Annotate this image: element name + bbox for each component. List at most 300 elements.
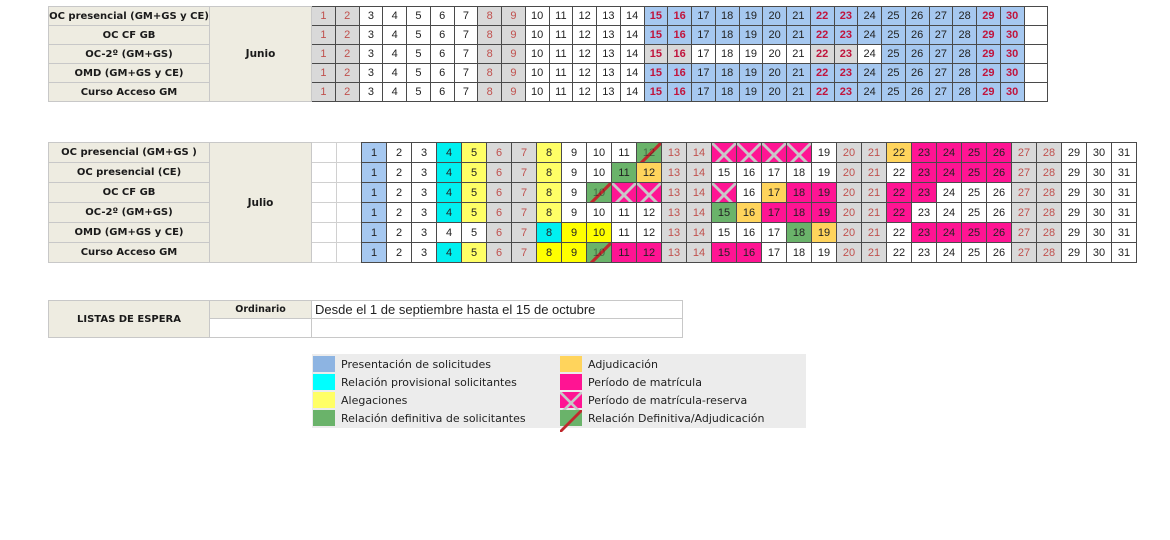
day-number: 3 xyxy=(420,146,428,159)
day-cell xyxy=(861,202,887,223)
day-cell xyxy=(461,202,487,223)
day-number: 28 xyxy=(1042,246,1056,259)
day-number: 23 xyxy=(917,186,931,199)
day-cell xyxy=(762,63,787,83)
day-number: 24 xyxy=(942,146,956,159)
day-cell xyxy=(572,82,597,102)
day-number: 23 xyxy=(839,86,852,98)
legend-label: Período de matrícula-reserva xyxy=(588,393,748,407)
day-cell xyxy=(711,202,737,223)
day-number: 4 xyxy=(391,10,398,22)
day-number: 2 xyxy=(395,226,403,239)
day-cell xyxy=(811,222,837,243)
day-cell xyxy=(761,182,787,203)
day-number: 1 xyxy=(370,166,378,179)
day-cell xyxy=(406,44,431,64)
day-cell xyxy=(911,202,937,223)
day-cell xyxy=(386,222,412,243)
day-cell xyxy=(386,242,412,263)
day-number: 18 xyxy=(792,206,806,219)
day-number: 28 xyxy=(958,67,971,79)
day-number: 6 xyxy=(495,226,503,239)
day-cell xyxy=(834,63,859,83)
day-number: 4 xyxy=(445,186,453,199)
day-cell xyxy=(311,44,336,64)
day-number: 11 xyxy=(618,246,630,259)
day-number: 1 xyxy=(320,86,327,98)
day-cell xyxy=(911,182,937,203)
day-cell xyxy=(929,25,954,45)
day-cell xyxy=(686,182,712,203)
day-cell xyxy=(961,242,987,263)
day-cell xyxy=(667,44,692,64)
day-number: 6 xyxy=(495,206,503,219)
day-number: 4 xyxy=(445,206,453,219)
day-number: 5 xyxy=(415,86,422,98)
day-number: 23 xyxy=(917,146,931,159)
day-cell xyxy=(905,44,930,64)
day-cell xyxy=(644,63,669,83)
day-cell xyxy=(436,182,462,203)
day-number: 5 xyxy=(415,48,422,60)
day-cell xyxy=(786,63,811,83)
day-number: 9 xyxy=(570,186,578,199)
empty-cell xyxy=(336,222,362,243)
day-cell xyxy=(976,6,1001,26)
day-cell xyxy=(1024,63,1049,83)
day-number: 7 xyxy=(520,146,528,159)
day-cell xyxy=(961,202,987,223)
day-number: 30 xyxy=(1006,86,1019,98)
day-number: 17 xyxy=(697,67,710,79)
day-number: 27 xyxy=(1017,186,1031,199)
day-number: 12 xyxy=(642,206,656,219)
day-cell xyxy=(477,6,502,26)
day-cell xyxy=(1061,222,1087,243)
day-cell xyxy=(881,82,906,102)
day-number: 30 xyxy=(1092,246,1106,259)
day-cell xyxy=(611,142,637,163)
cross-pattern-icon xyxy=(637,183,661,203)
legend-label: Adjudicación xyxy=(588,357,658,371)
day-cell xyxy=(761,242,787,263)
day-cell xyxy=(411,162,437,183)
day-number: 19 xyxy=(744,86,757,98)
day-number: 3 xyxy=(420,166,428,179)
day-number: 28 xyxy=(1042,146,1056,159)
day-cell xyxy=(691,63,716,83)
day-number: 11 xyxy=(555,48,567,60)
day-number: 3 xyxy=(420,226,428,239)
day-cell xyxy=(861,142,887,163)
day-number: 25 xyxy=(967,146,981,159)
legend-item xyxy=(313,355,491,373)
day-cell xyxy=(636,222,662,243)
day-cell xyxy=(1086,202,1112,223)
day-cell xyxy=(1036,182,1062,203)
day-number: 24 xyxy=(863,67,876,79)
day-cell xyxy=(406,63,431,83)
day-number: 13 xyxy=(667,186,681,199)
day-cell xyxy=(486,202,512,223)
day-number: 21 xyxy=(867,246,881,259)
day-cell xyxy=(961,222,987,243)
day-number: 12 xyxy=(578,48,591,60)
day-cell xyxy=(811,182,837,203)
day-cell xyxy=(436,162,462,183)
day-number: 5 xyxy=(470,186,478,199)
day-cell xyxy=(1086,182,1112,203)
day-number: 12 xyxy=(642,226,656,239)
day-cell xyxy=(561,202,587,223)
day-number: 17 xyxy=(697,48,710,60)
day-cell xyxy=(586,242,612,263)
day-number: 12 xyxy=(578,86,591,98)
row-label: OC CF GB xyxy=(48,25,210,45)
day-number: 17 xyxy=(767,226,781,239)
day-cell xyxy=(661,242,687,263)
day-number: 5 xyxy=(470,246,478,259)
day-number: 29 xyxy=(982,29,995,41)
day-cell xyxy=(1061,202,1087,223)
day-number: 1 xyxy=(320,67,327,79)
day-cell xyxy=(454,82,479,102)
day-number: 25 xyxy=(887,67,900,79)
day-cell xyxy=(857,63,882,83)
day-number: 4 xyxy=(391,67,398,79)
day-number: 24 xyxy=(942,226,956,239)
day-cell xyxy=(501,82,526,102)
day-cell xyxy=(834,44,859,64)
day-number: 19 xyxy=(744,10,757,22)
legend-label: Alegaciones xyxy=(341,393,408,407)
color-swatch-icon xyxy=(313,410,335,426)
day-cell xyxy=(430,6,455,26)
day-number: 3 xyxy=(420,186,428,199)
day-cell xyxy=(886,142,912,163)
day-number: 20 xyxy=(842,226,856,239)
day-cell xyxy=(386,162,412,183)
day-cell xyxy=(1011,202,1037,223)
day-number: 18 xyxy=(792,186,806,199)
day-cell xyxy=(454,25,479,45)
day-number: 20 xyxy=(768,86,781,98)
day-number: 8 xyxy=(486,67,493,79)
day-cell xyxy=(382,44,407,64)
day-cell xyxy=(620,44,645,64)
day-number: 3 xyxy=(367,67,374,79)
day-cell xyxy=(486,182,512,203)
day-cell xyxy=(311,6,336,26)
day-cell xyxy=(661,222,687,243)
day-cell xyxy=(1000,63,1025,83)
day-number: 9 xyxy=(570,226,578,239)
day-number: 27 xyxy=(1017,166,1031,179)
day-number: 22 xyxy=(816,10,829,22)
day-cell xyxy=(561,222,587,243)
day-cell xyxy=(596,44,621,64)
day-number: 6 xyxy=(439,48,446,60)
day-number: 28 xyxy=(958,86,971,98)
day-cell xyxy=(586,142,612,163)
day-cell xyxy=(1061,142,1087,163)
day-cell xyxy=(739,63,764,83)
day-number: 27 xyxy=(1017,226,1031,239)
empty-cell xyxy=(311,222,337,243)
day-cell xyxy=(711,242,737,263)
day-cell xyxy=(952,6,977,26)
row-label: OC CF GB xyxy=(48,182,210,203)
empty-cell xyxy=(336,142,362,163)
day-number: 7 xyxy=(462,29,469,41)
day-cell xyxy=(311,25,336,45)
day-cell xyxy=(667,82,692,102)
day-cell xyxy=(686,142,712,163)
day-number: 9 xyxy=(570,206,578,219)
day-number: 25 xyxy=(887,10,900,22)
day-number: 4 xyxy=(445,246,453,259)
day-cell xyxy=(715,63,740,83)
day-cell xyxy=(1111,182,1137,203)
day-cell xyxy=(611,222,637,243)
day-number: 29 xyxy=(1067,226,1081,239)
day-number: 24 xyxy=(863,29,876,41)
day-cell xyxy=(691,82,716,102)
day-number: 19 xyxy=(744,48,757,60)
day-number: 2 xyxy=(344,10,351,22)
day-number: 21 xyxy=(867,226,881,239)
legend-item xyxy=(313,391,407,409)
day-cell xyxy=(1011,182,1037,203)
day-cell xyxy=(811,242,837,263)
day-number: 24 xyxy=(942,246,956,259)
day-number: 12 xyxy=(578,29,591,41)
day-number: 15 xyxy=(649,48,662,60)
day-cell xyxy=(1036,242,1062,263)
day-number: 12 xyxy=(642,146,656,159)
day-number: 8 xyxy=(545,186,553,199)
day-number: 21 xyxy=(792,48,805,60)
day-cell xyxy=(386,182,412,203)
day-number: 30 xyxy=(1006,48,1019,60)
day-number: 8 xyxy=(486,29,493,41)
day-cell xyxy=(461,182,487,203)
empty-cell xyxy=(311,162,337,183)
day-number: 7 xyxy=(520,166,528,179)
day-cell xyxy=(561,182,587,203)
day-cell xyxy=(836,222,862,243)
waiting-list-type: Ordinario xyxy=(209,300,312,319)
day-number: 28 xyxy=(958,48,971,60)
day-cell xyxy=(501,63,526,83)
day-cell xyxy=(986,142,1012,163)
day-cell xyxy=(525,82,550,102)
day-number: 20 xyxy=(842,166,856,179)
day-cell xyxy=(886,222,912,243)
day-number: 22 xyxy=(816,29,829,41)
day-number: 25 xyxy=(887,29,900,41)
day-cell xyxy=(936,142,962,163)
day-cell xyxy=(1000,82,1025,102)
legend-item xyxy=(560,373,702,391)
day-cell xyxy=(454,63,479,83)
day-number: 14 xyxy=(626,86,639,98)
day-number: 10 xyxy=(531,48,544,60)
day-cell xyxy=(644,44,669,64)
day-number: 3 xyxy=(367,10,374,22)
day-number: 15 xyxy=(717,226,731,239)
day-number: 21 xyxy=(867,206,881,219)
day-number: 6 xyxy=(439,86,446,98)
day-number: 25 xyxy=(967,226,981,239)
day-number: 26 xyxy=(911,67,924,79)
day-number: 24 xyxy=(863,10,876,22)
day-cell xyxy=(386,142,412,163)
day-cell xyxy=(834,6,859,26)
legend-item xyxy=(313,409,526,427)
day-number: 2 xyxy=(395,146,403,159)
day-cell xyxy=(636,162,662,183)
day-number: 23 xyxy=(839,48,852,60)
day-cell xyxy=(936,182,962,203)
day-number: 26 xyxy=(911,29,924,41)
day-cell xyxy=(736,222,762,243)
day-number: 6 xyxy=(495,146,503,159)
day-number: 22 xyxy=(816,48,829,60)
day-number: 14 xyxy=(626,10,639,22)
day-cell xyxy=(359,6,384,26)
day-cell xyxy=(1086,142,1112,163)
day-number: 17 xyxy=(697,29,710,41)
day-cell xyxy=(525,25,550,45)
day-number: 28 xyxy=(1042,186,1056,199)
day-number: 23 xyxy=(839,67,852,79)
day-cell xyxy=(1111,242,1137,263)
day-number: 19 xyxy=(817,166,831,179)
row-label: Curso Acceso GM xyxy=(48,242,210,263)
day-number: 29 xyxy=(1067,206,1081,219)
day-cell xyxy=(836,202,862,223)
day-cell xyxy=(335,63,360,83)
day-cell xyxy=(905,25,930,45)
day-cell xyxy=(834,25,859,45)
day-number: 10 xyxy=(592,226,606,239)
day-number: 8 xyxy=(486,10,493,22)
legend-item xyxy=(560,409,765,427)
empty-cell xyxy=(311,182,337,203)
day-number: 10 xyxy=(531,10,544,22)
day-cell xyxy=(501,25,526,45)
day-cell xyxy=(857,44,882,64)
day-cell xyxy=(810,82,835,102)
day-cell xyxy=(430,44,455,64)
day-number: 16 xyxy=(742,246,756,259)
day-cell xyxy=(1111,202,1137,223)
day-number: 18 xyxy=(792,166,806,179)
day-cell xyxy=(661,202,687,223)
day-number: 11 xyxy=(618,206,630,219)
day-number: 13 xyxy=(667,206,681,219)
day-cell xyxy=(857,25,882,45)
day-number: 7 xyxy=(520,226,528,239)
day-number: 6 xyxy=(495,186,503,199)
day-number: 23 xyxy=(839,10,852,22)
legend-label: Presentación de solicitudes xyxy=(341,357,492,371)
day-number: 18 xyxy=(721,10,734,22)
day-cell xyxy=(572,63,597,83)
day-cell xyxy=(572,6,597,26)
day-cell xyxy=(620,6,645,26)
day-cell xyxy=(525,44,550,64)
day-number: 10 xyxy=(592,246,606,259)
day-cell xyxy=(936,162,962,183)
day-number: 27 xyxy=(934,67,947,79)
day-cell xyxy=(511,202,537,223)
day-cell xyxy=(511,182,537,203)
day-cell xyxy=(1086,242,1112,263)
day-cell xyxy=(810,25,835,45)
day-number: 27 xyxy=(1017,146,1031,159)
day-number: 2 xyxy=(344,67,351,79)
day-number: 9 xyxy=(510,67,517,79)
day-number: 12 xyxy=(642,246,656,259)
day-cell xyxy=(886,182,912,203)
day-cell xyxy=(886,242,912,263)
day-number: 6 xyxy=(439,10,446,22)
day-number: 19 xyxy=(817,146,831,159)
day-cell xyxy=(861,162,887,183)
day-number: 27 xyxy=(934,48,947,60)
day-cell xyxy=(430,25,455,45)
day-number: 18 xyxy=(792,246,806,259)
day-cell xyxy=(986,222,1012,243)
day-number: 28 xyxy=(1042,226,1056,239)
day-number: 14 xyxy=(692,226,706,239)
day-cell xyxy=(511,242,537,263)
day-cell xyxy=(711,162,737,183)
day-cell xyxy=(361,242,387,263)
day-cell xyxy=(586,162,612,183)
day-number: 30 xyxy=(1092,166,1106,179)
day-number: 14 xyxy=(692,186,706,199)
day-number: 15 xyxy=(649,10,662,22)
day-cell xyxy=(636,242,662,263)
day-cell xyxy=(736,202,762,223)
day-number: 14 xyxy=(626,29,639,41)
day-cell xyxy=(586,202,612,223)
day-number: 15 xyxy=(717,166,731,179)
day-number: 22 xyxy=(892,206,906,219)
day-cell xyxy=(861,222,887,243)
day-number: 5 xyxy=(415,67,422,79)
day-cell xyxy=(461,142,487,163)
day-number: 22 xyxy=(892,166,906,179)
day-number: 30 xyxy=(1092,206,1106,219)
waiting-list-second-row xyxy=(311,318,683,338)
day-cell xyxy=(811,202,837,223)
day-number: 26 xyxy=(911,48,924,60)
day-cell xyxy=(715,25,740,45)
day-number: 29 xyxy=(982,48,995,60)
day-number: 27 xyxy=(934,10,947,22)
day-number: 31 xyxy=(1117,166,1131,179)
day-cell xyxy=(761,142,787,163)
day-number: 3 xyxy=(367,86,374,98)
day-cell xyxy=(1036,142,1062,163)
day-cell xyxy=(461,162,487,183)
day-number: 1 xyxy=(370,246,378,259)
day-cell xyxy=(335,25,360,45)
